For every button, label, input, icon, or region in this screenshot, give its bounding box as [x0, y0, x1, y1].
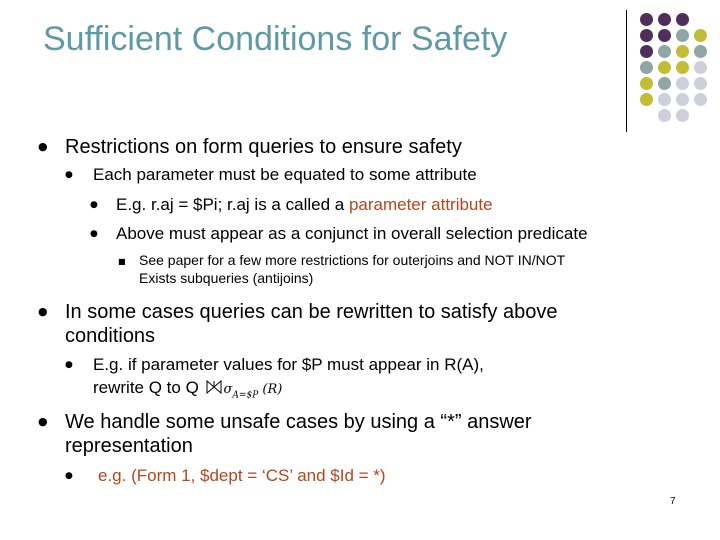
decor-dot-icon: [658, 93, 671, 106]
decor-dot-icon: [676, 61, 689, 74]
bullet-unsafe-cases-line2: representation: [65, 435, 193, 457]
decor-dot-icon: [640, 61, 653, 74]
square-bullet-icon: ■: [118, 257, 126, 266]
bullet-see-paper-line2: Exists subqueries (antijoins): [139, 270, 314, 286]
bullet-eg-rewrite-line2: [93, 377, 282, 406]
selection-sigma: σ: [223, 382, 233, 397]
decor-dot-icon: [694, 93, 707, 106]
eg-text: E.g. r.aj = $Pi; r.aj is a called a: [116, 195, 349, 214]
decor-dot-icon: [676, 109, 689, 122]
bullet-eg-form: e.g. (Form 1, $dept = ‘CS’ and $Id = *): [98, 466, 386, 485]
bullet-icon: ●: [65, 360, 73, 370]
rewrite-text: rewrite Q to Q: [93, 378, 199, 397]
decor-dot-icon: [640, 93, 653, 106]
decor-dot-icon: [658, 77, 671, 90]
bullet-icon: ●: [65, 471, 73, 481]
decor-dot-icon: [658, 29, 671, 42]
bullet-rewrite-line2: conditions: [65, 325, 156, 347]
bullet-unsafe-cases-line1: We handle some unsafe cases by using a “*” answer: [65, 411, 532, 433]
bullet-icon: ●: [65, 170, 73, 180]
decor-dot-icon: [694, 45, 707, 58]
decor-dot-icon: [640, 45, 653, 58]
bullet-icon: ●: [38, 305, 48, 318]
bullet-icon: ●: [38, 140, 48, 153]
decor-dot-icon: [694, 77, 707, 90]
bullet-restrictions: Restrictions on form queries to ensure safety: [65, 136, 462, 158]
decor-dot-icon: [640, 13, 653, 26]
bullet-icon: ●: [90, 200, 98, 210]
bullet-see-paper-line1: See paper for a few more restrictions for outerjoins and NOT IN/NOT: [139, 252, 566, 268]
decor-dot-icon: [658, 61, 671, 74]
decor-dot-icon: [658, 45, 671, 58]
decor-dot-icon: [658, 13, 671, 26]
decor-dot-icon: [676, 45, 689, 58]
decor-dot-icon: [676, 29, 689, 42]
decor-dot-icon: [640, 29, 653, 42]
decor-dot-icon: [694, 61, 707, 74]
bullet-each-parameter: Each parameter must be equated to some attribute: [93, 165, 477, 184]
slide-title: Sufficient Conditions for Safety: [43, 20, 508, 58]
bullet-eg-rewrite-line1: E.g. if parameter values for $P must appear in R(A),: [93, 355, 484, 374]
decor-dot-icon: [676, 77, 689, 90]
bullet-eg-parameter-attribute: [116, 194, 493, 215]
bullet-icon: ●: [90, 229, 98, 239]
relation-r: (R): [258, 382, 283, 397]
parameter-attribute-term: parameter attribute: [348, 195, 493, 214]
decor-dot-icon: [676, 13, 689, 26]
bullet-above-must-appear: Above must appear as a conjunct in overall selection predicate: [116, 224, 588, 243]
page-number: 7: [670, 496, 676, 507]
selection-condition: A=$P: [232, 390, 259, 401]
title-divider-line: [626, 10, 627, 132]
decor-dot-icon: [694, 29, 707, 42]
decor-dot-icon: [658, 109, 671, 122]
bullet-rewrite-line1: In some cases queries can be rewritten to satisfy above: [65, 301, 558, 323]
bullet-icon: ●: [38, 415, 48, 428]
semijoin-icon: [206, 380, 222, 394]
decor-dot-icon: [640, 77, 653, 90]
decor-dot-icon: [676, 93, 689, 106]
